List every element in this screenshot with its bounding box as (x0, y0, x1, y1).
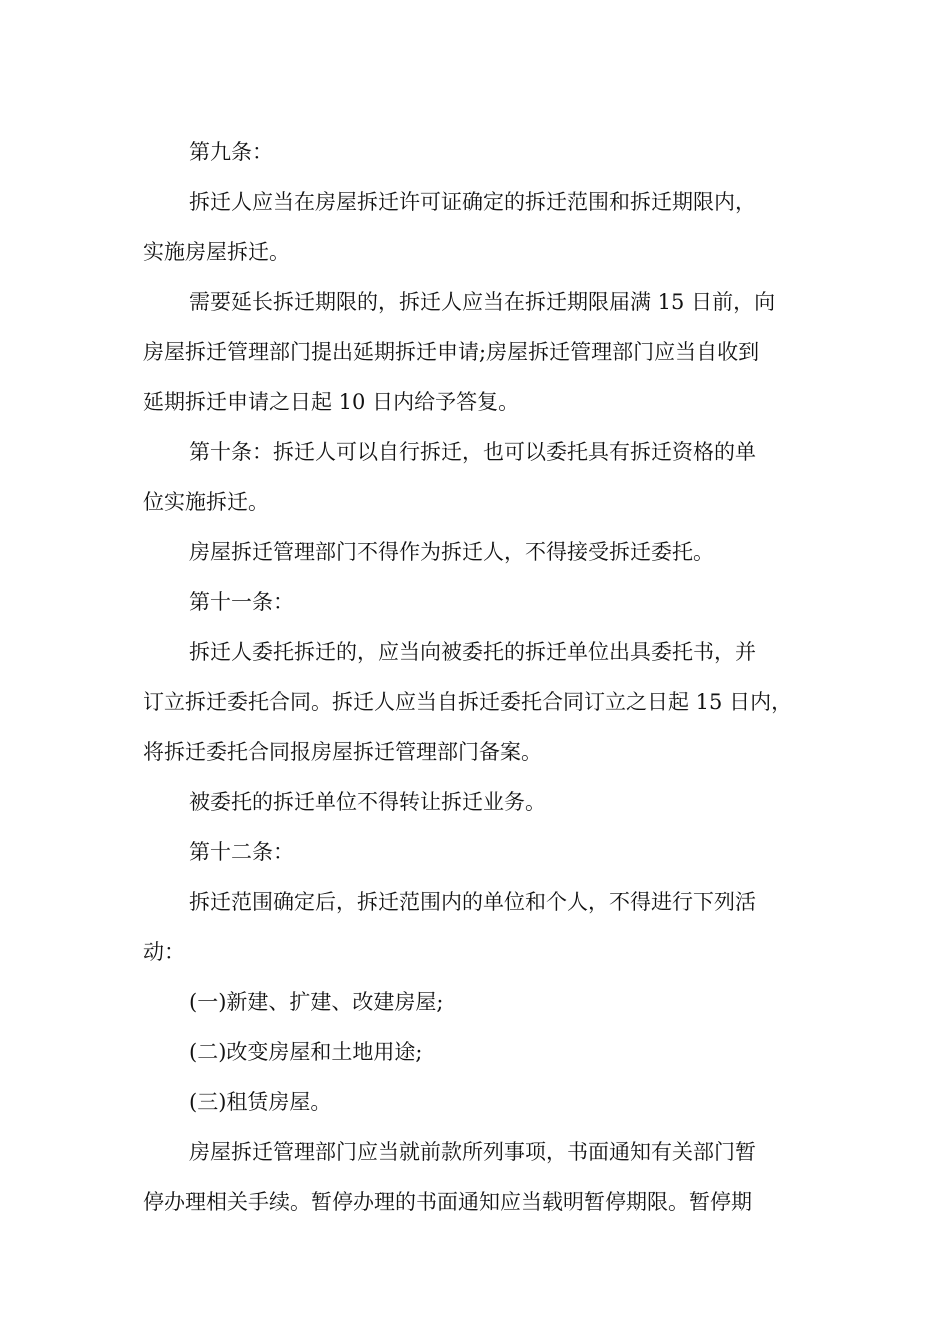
article-11-text-line: 订立拆迁委托合同。拆迁人应当自拆迁委托合同订立之日起 15 日内， (143, 690, 793, 714)
article-10-restriction-line: 房屋拆迁管理部门不得作为拆迁人，不得接受拆迁委托。 (189, 540, 714, 564)
article-9-extension-line: 延期拆迁申请之日起 10 日内给予答复。 (143, 390, 520, 414)
article-9-text-line: 拆迁人应当在房屋拆迁许可证确定的拆迁范围和拆迁期限内， (189, 190, 756, 214)
article-10-text-line: 第十条：拆迁人可以自行拆迁，也可以委托具有拆迁资格的单 (189, 440, 756, 464)
article-12-list-item: (三)租赁房屋。 (189, 1090, 332, 1114)
article-9-extension-line: 房屋拆迁管理部门提出延期拆迁申请;房屋拆迁管理部门应当自收到 (143, 340, 760, 364)
article-9-text-line: 实施房屋拆迁。 (143, 240, 290, 264)
article-12-notice-line: 停办理相关手续。暂停办理的书面通知应当载明暂停期限。暂停期 (143, 1190, 752, 1214)
article-11-text-line: 将拆迁委托合同报房屋拆迁管理部门备案。 (143, 740, 542, 764)
article-9-extension-line: 需要延长拆迁期限的，拆迁人应当在拆迁期限届满 15 日前，向 (189, 290, 776, 314)
article-11-restriction-line: 被委托的拆迁单位不得转让拆迁业务。 (189, 790, 546, 814)
article-12-list-item: (一)新建、扩建、改建房屋; (189, 990, 444, 1014)
document-body (143, 127, 823, 1227)
article-12-text-line: 动： (143, 940, 185, 964)
article-12-text-line: 拆迁范围确定后，拆迁范围内的单位和个人，不得进行下列活 (189, 890, 756, 914)
article-12-heading: 第十二条： (189, 840, 294, 864)
article-11-text-line: 拆迁人委托拆迁的，应当向被委托的拆迁单位出具委托书，并 (189, 640, 756, 664)
article-9-heading: 第九条： (189, 140, 273, 164)
article-10-text-line: 位实施拆迁。 (143, 490, 269, 514)
article-12-list-item: (二)改变房屋和土地用途; (189, 1040, 423, 1064)
article-12-notice-line: 房屋拆迁管理部门应当就前款所列事项，书面通知有关部门暂 (189, 1140, 756, 1164)
article-11-heading: 第十一条： (189, 590, 294, 614)
